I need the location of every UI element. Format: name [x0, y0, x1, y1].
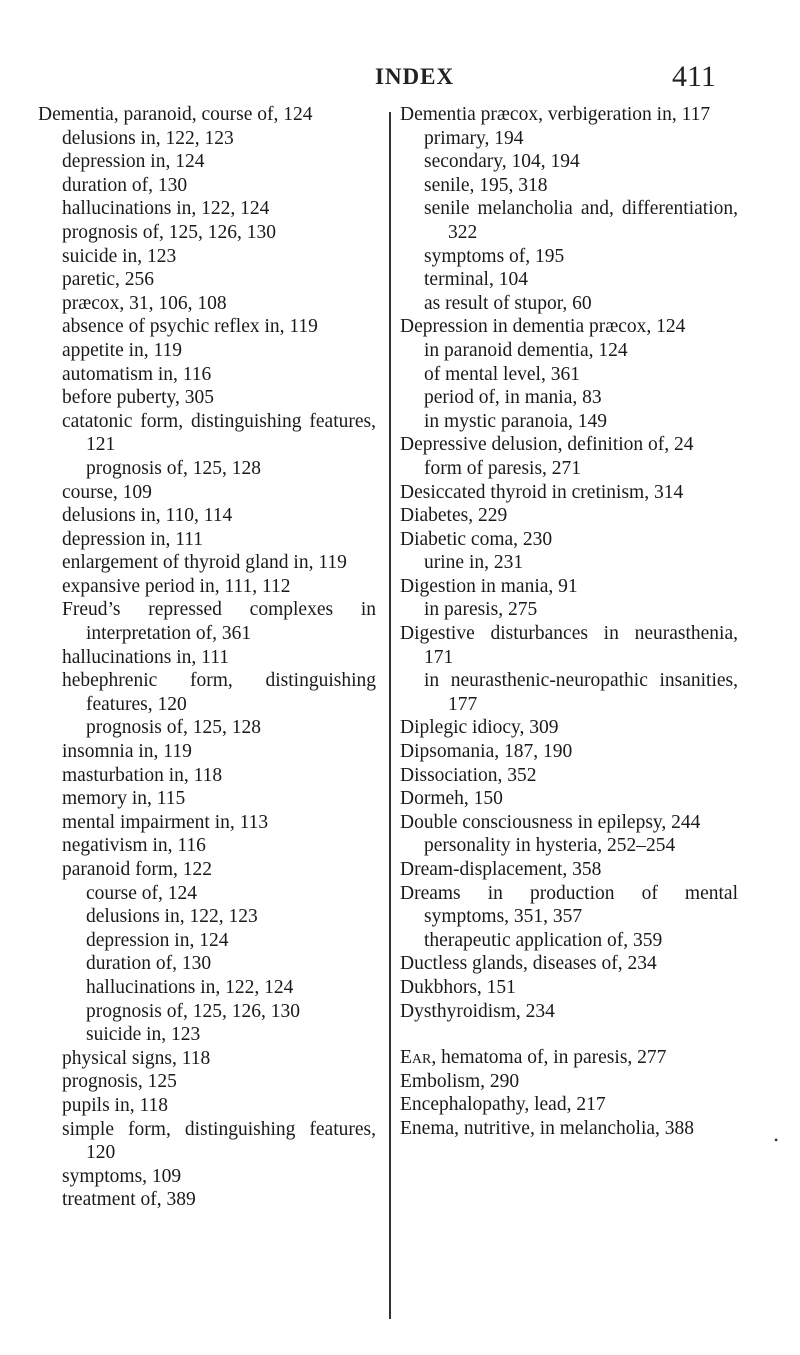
index-entry: hallucinations in, 122, 124 — [86, 976, 294, 998]
index-entry: negativism in, 116 — [62, 835, 206, 857]
index-entry: delusions in, 110, 114 — [62, 505, 233, 527]
index-entry: in paranoid dementia, 124 — [424, 339, 628, 361]
index-entry: Encephalopathy, lead, 217 — [400, 1094, 606, 1116]
index-entry: physical signs, 118 — [62, 1047, 211, 1069]
index-entry: Embolism, 290 — [400, 1070, 520, 1092]
index-entry: symptoms, 109 — [62, 1165, 182, 1187]
smallcaps-head: Ear — [400, 1047, 432, 1069]
index-entry: senile, 195, 318 — [424, 174, 548, 196]
index-entry: before puberty, 305 — [62, 387, 214, 409]
index-entry: appetite in, 119 — [62, 339, 183, 361]
index-entry: Diabetes, 229 — [400, 505, 508, 527]
index-entry: course, 109 — [62, 481, 152, 503]
index-entry: hallucinations in, 111 — [62, 646, 229, 668]
index-entry: prognosis of, 125, 128 — [86, 717, 261, 739]
index-entry: of mental level, 361 — [424, 363, 580, 385]
index-entry: in mystic paranoia, 149 — [424, 410, 608, 432]
index-entry: delusions in, 122, 123 — [86, 906, 258, 928]
index-entry: prognosis of, 125, 128 — [86, 457, 261, 479]
index-entry: Desiccated thyroid in cretinism, 314 — [400, 481, 684, 503]
index-entry: Dissociation, 352 — [400, 764, 537, 786]
index-entry: therapeutic application of, 359 — [424, 929, 663, 951]
index-entry: masturbation in, 118 — [62, 764, 223, 786]
index-column-right — [400, 103, 738, 1141]
index-entry: delusions in, 122, 123 — [62, 127, 234, 149]
index-entry: mental impairment in, 113 — [62, 811, 269, 833]
index-entry: Ear, hematoma of, in paresis, 277 — [400, 1047, 667, 1069]
index-entry: treatment of, 389 — [62, 1189, 196, 1211]
index-entry: personality in hysteria, 252–254 — [424, 835, 676, 857]
index-entry: Diabetic coma, 230 — [400, 528, 553, 550]
index-entry: Depression in dementia præcox, 124 — [400, 316, 686, 338]
index-entry: form of paresis, 271 — [424, 457, 582, 479]
page-number: 411 — [672, 60, 716, 93]
index-column-left — [38, 103, 376, 1212]
index-entry: absence of psychic reflex in, 119 — [62, 316, 318, 338]
index-entry: paretic, 256 — [62, 269, 155, 291]
index-entry: primary, 194 — [424, 127, 524, 149]
index-entry: depression in, 111 — [62, 528, 203, 550]
index-entry: symptoms of, 195 — [424, 245, 565, 267]
index-entry: catatonic form, distinguishing features, 121 — [62, 410, 376, 456]
index-entry: duration of, 130 — [86, 953, 212, 975]
index-entry: pupils in, 118 — [62, 1094, 168, 1116]
index-entry: præcox, 31, 106, 108 — [62, 292, 227, 314]
index-entry: as result of stupor, 60 — [424, 292, 592, 314]
index-entry: Ductless glands, diseases of, 234 — [400, 953, 657, 975]
index-entry: urine in, 231 — [424, 552, 524, 574]
index-entry: Digestion in mania, 91 — [400, 575, 578, 597]
index-entry: Double consciousness in epilepsy, 244 — [400, 811, 701, 833]
index-entry: Depressive delusion, definition of, 24 — [400, 434, 694, 456]
index-entry: depression in, 124 — [86, 929, 229, 951]
column-divider — [389, 112, 391, 1319]
index-entry: in paresis, 275 — [424, 599, 538, 621]
index-entry: Diplegic idiocy, 309 — [400, 717, 559, 739]
index-entry: Dementia, paranoid, course of, 124 — [38, 104, 313, 125]
index-entry: depression in, 124 — [62, 151, 205, 173]
index-entry: secondary, 104, 194 — [424, 151, 580, 173]
index-entry: paranoid form, 122 — [62, 859, 213, 880]
margin-mark: • — [774, 1133, 779, 1147]
index-entry: suicide in, 123 — [62, 245, 177, 267]
index-entry: memory in, 115 — [62, 788, 186, 810]
running-head — [0, 58, 800, 98]
index-entry: Enema, nutritive, in melancholia, 388 — [400, 1117, 695, 1139]
index-entry: Dormeh, 150 — [400, 788, 503, 810]
index-entry: Dreams in production of mental symptoms, 351, 357 — [400, 882, 738, 928]
index-entry: prognosis of, 125, 126, 130 — [86, 1000, 300, 1022]
index-entry: suicide in, 123 — [86, 1024, 201, 1046]
index-entry: Freud’s repressed complexes in interpretation of, 361 — [62, 599, 376, 645]
page-title: INDEX — [375, 64, 455, 89]
index-entry: hallucinations in, 122, 124 — [62, 198, 270, 220]
index-entry: Dukbhors, 151 — [400, 976, 516, 998]
index-entry: expansive period in, 111, 112 — [62, 575, 291, 597]
index-entry: automatism in, 116 — [62, 363, 212, 385]
index-entry: terminal, 104 — [424, 269, 528, 291]
index-entry: prognosis, 125 — [62, 1071, 177, 1093]
index-entry: Digestive disturbances in neurasthenia, 171 — [400, 623, 738, 668]
index-entry: duration of, 130 — [62, 174, 188, 196]
index-entry: hebephrenic form, distinguishing features, 120 — [62, 670, 376, 715]
index-entry: in neurasthenic-neuropathic insanities, 177 — [424, 670, 738, 715]
index-entry: Dream-displacement, 358 — [400, 859, 602, 880]
index-entry: period of, in mania, 83 — [424, 387, 602, 409]
index-entry: Dipsomania, 187, 190 — [400, 741, 573, 763]
index-entry: enlargement of thyroid gland in, 119 — [62, 552, 347, 574]
index-entry: course of, 124 — [86, 882, 198, 904]
index-entry: insomnia in, 119 — [62, 741, 192, 763]
index-entry: Dementia præcox, verbigeration in, 117 — [400, 104, 711, 125]
index-entry: Dysthyroidism, 234 — [400, 1000, 555, 1022]
index-entry: senile melancholia and, differentiation, 322 — [424, 198, 738, 243]
index-entry: prognosis of, 125, 126, 130 — [62, 221, 276, 243]
index-entry: simple form, distinguishing features, 120 — [62, 1118, 376, 1164]
